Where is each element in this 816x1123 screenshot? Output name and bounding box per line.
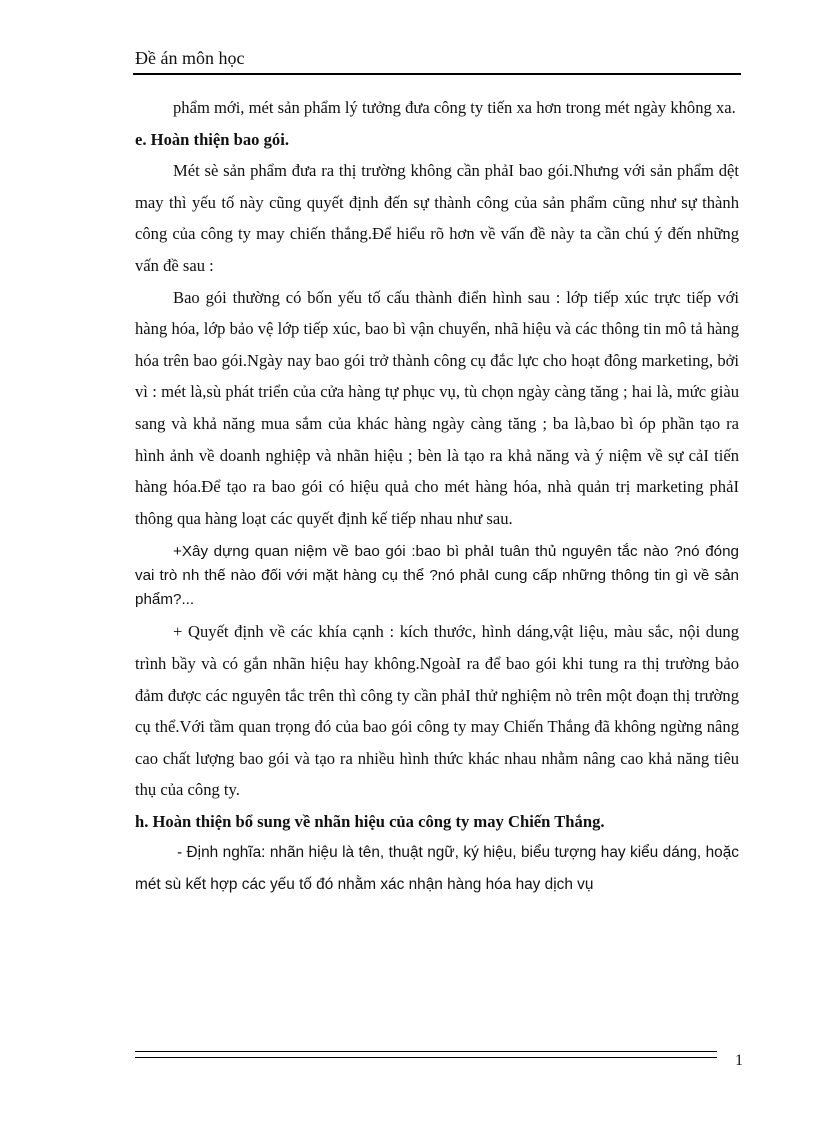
- section-heading-h: h. Hoàn thiện bổ sung về nhãn hiệu của công ty may Chiến Thắng.: [135, 811, 605, 831]
- paragraph-e4: + Quyết định về các khía cạnh : kích thước, hình dáng,vật liệu, màu sắc, nội dung trình bầy và có gắn nhãn hiệu hay không.NgoàI ra để bao gói khi tung ra thị trường bảo đảm được các nguyên tắc trên thì công ty cần phảI thử nghiệm nò trên một đoạn thị trường cụ thể.Với tầm quan trọng đó của bao gói công ty may Chiến Thắng đã không ngừng nâng cao chất lượng bao gói và tạo ra nhiều hình thức khác nhau nhằm nâng cao khả năng tiêu thụ của công ty.: [135, 622, 739, 800]
- document-body: [135, 92, 739, 901]
- paragraph-e1: Mét sè sản phẩm đưa ra thị trường không cần phảI bao gói.Nhưng với sản phẩm dệt may thì yếu tố này cũng quyết định đến sự thành công của sản phẩm cũng như sự thành công của công ty may chiến thắng.Để hiểu rõ hơn về vấn đề này ta cần chú ý đến những vấn đề sau :: [135, 161, 739, 275]
- page-number: 1: [735, 1052, 743, 1069]
- header-divider: [133, 73, 741, 75]
- footer-divider: [135, 1051, 717, 1058]
- paragraph-e2: Bao gói thường có bốn yếu tố cấu thành điển hình sau : lớp tiếp xúc trực tiếp với hàng hóa, lớp bảo vệ lớp tiếp xúc, bao bì vận chuyển, nhã hiệu và các thông tin mô tả hàng hóa trên bao gói.Ngày nay bao gói trở thành công cụ đắc lực cho hoạt đông marketing, bởi vì : mét là,sù phát triển của cửa hàng tự phục vụ, tù chọn ngày càng tăng ; hai là, mức giàu sang và khả năng mua sắm của khác hàng ngày càng tăng ; ba là,bao bì óp phần tạo ra hình ảnh về doanh nghiệp và nhãn hiệu ; bèn là tạo ra khả năng và ý niệm về sự cảI tiến hàng hóa.Để tạo ra bao gói có hiệu quả cho mét hàng hóa, nhà quản trị marketing phảI thông qua hàng loạt các quyết định kế tiếp nhau như sau.: [135, 287, 739, 528]
- paragraph-h1: - Định nghĩa: nhãn hiệu là tên, thuật ngữ, ký hiệu, biểu tượng hay kiểu dáng, hoặc mét sù kết hợp các yếu tố đó nhằm xác nhận hàng hóa hay dịch vụ: [135, 844, 739, 894]
- paragraph-intro: phẩm mới, mét sản phẩm lý tưởng đưa công ty tiến xa hơn trong mét ngày không xa.: [173, 98, 736, 117]
- page-header-title: Đề án môn học: [135, 48, 245, 68]
- section-heading-e: e. Hoàn thiện bao gói.: [135, 129, 289, 149]
- paragraph-e3: +Xây dựng quan niệm về bao gói :bao bì phảI tuân thủ nguyên tắc nào ?nó đóng vai trò nh thế nào đối với mặt hàng cụ thể ?nó phảI cung cấp những thông tin gì về sản phẩm?...: [135, 543, 739, 609]
